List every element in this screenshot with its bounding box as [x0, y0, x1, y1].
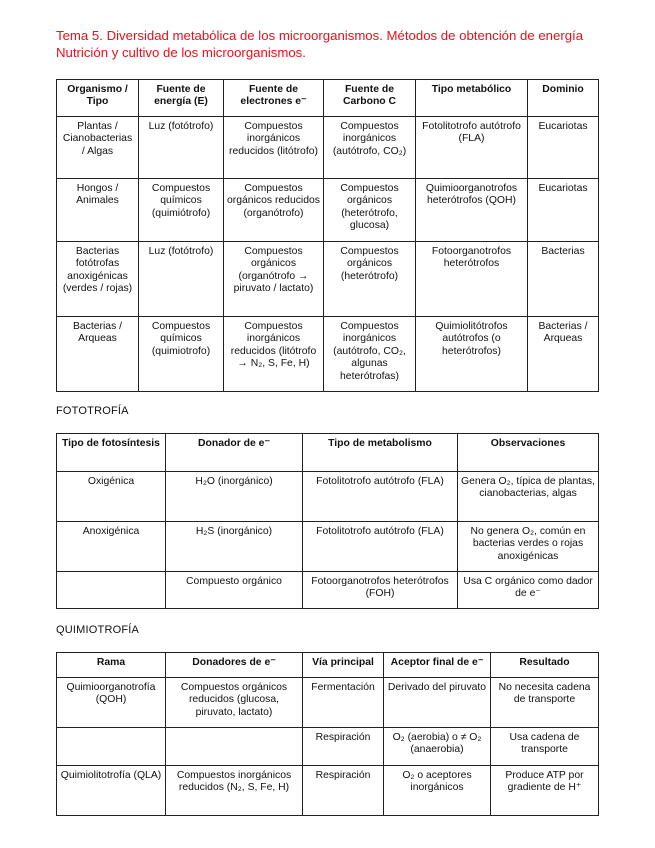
table-cell: Compuestos inorgánicos reducidos (N₂, S, Fe, H) — [166, 766, 303, 816]
table-row — [57, 678, 599, 728]
table-cell: Fotolitotrofo autótrofo (FLA) — [303, 472, 458, 522]
t2-header-observaciones: Observaciones — [458, 434, 599, 472]
table-row — [57, 728, 599, 766]
table-cell: Compuestos orgánicos (heterótrofo, glucosa) — [324, 179, 416, 242]
t1-header-carbono: Fuente de Carbono C — [324, 80, 416, 117]
table-cell: Compuestos inorgánicos (autótrofo, CO₂, algunas heterótrofas) — [324, 317, 416, 392]
table-cell: Respiración — [303, 766, 384, 816]
t1-header-organismo: Organismo / Tipo — [57, 80, 139, 117]
table-cell: Oxigénica — [57, 472, 166, 522]
table-cell: Hongos / Animales — [57, 179, 139, 242]
t3-header-via: Vía principal — [303, 653, 384, 678]
table-cell: Compuesto orgánico — [166, 572, 303, 609]
table-cell: Derivado del piruvato — [384, 678, 491, 728]
table-cell: Quimiolitotrofía (QLA) — [57, 766, 166, 816]
table-row — [57, 522, 599, 572]
chemotrophy-table — [56, 652, 599, 816]
table-cell: Fermentación — [303, 678, 384, 728]
table-cell: Compuestos inorgánicos (autótrofo, CO₂) — [324, 117, 416, 179]
phototrophy-table — [56, 433, 599, 609]
table-cell: No genera O₂, común en bacterias verdes o rojas anoxigénicas — [458, 522, 599, 572]
t3-header-aceptor: Aceptor final de e⁻ — [384, 653, 491, 678]
table-row — [57, 766, 599, 816]
table-cell — [57, 728, 166, 766]
table-row — [57, 317, 599, 392]
t2-header-fotosintesis: Tipo de fotosíntesis — [57, 434, 166, 472]
table-cell: H₂S (inorgánico) — [166, 522, 303, 572]
table-cell: Quimiolitótrofos autótrofos (o heterótrofos) — [416, 317, 528, 392]
table-cell: Compuestos químicos (quimiótrofo) — [139, 179, 224, 242]
table-cell: Bacterias / Arqueas — [57, 317, 139, 392]
table-cell: Compuestos inorgánicos reducidos (litótrofo → N₂, S, Fe, H) — [224, 317, 324, 392]
t1-header-tipo: Tipo metabólico — [416, 80, 528, 117]
table-cell: Compuestos orgánicos reducidos (organótrofo) — [224, 179, 324, 242]
table-cell: Eucariotas — [528, 179, 599, 242]
table-cell: Respiración — [303, 728, 384, 766]
table-cell: Compuestos orgánicos reducidos (glucosa, piruvato, lactato) — [166, 678, 303, 728]
table-cell: O₂ (aerobia) o ≠ O₂ (anaerobia) — [384, 728, 491, 766]
t3-header-resultado: Resultado — [491, 653, 599, 678]
table-cell: Genera O₂, típica de plantas, cianobacterias, algas — [458, 472, 599, 522]
table-cell: Plantas / Cianobacterias / Algas — [57, 117, 139, 179]
table-cell: O₂ o aceptores inorgánicos — [384, 766, 491, 816]
table-cell: Fotolitotrofo autótrofo (FLA) — [303, 522, 458, 572]
table-cell: No necesita cadena de transporte — [491, 678, 599, 728]
table-row — [57, 572, 599, 609]
table-cell: Eucariotas — [528, 117, 599, 179]
t2-header-metabolismo: Tipo de metabolismo — [303, 434, 458, 472]
table-cell: Anoxigénica — [57, 522, 166, 572]
table-cell: H₂O (inorgánico) — [166, 472, 303, 522]
table-cell: Fotoorganotrofos heterótrofos (FOH) — [303, 572, 458, 609]
table-cell: Fotolitotrofo autótrofo (FLA) — [416, 117, 528, 179]
table-cell: Quimioorganotrofía (QOH) — [57, 678, 166, 728]
table-row — [57, 179, 599, 242]
table-cell: Bacterias / Arqueas — [528, 317, 599, 392]
section-heading-fototrofia: FOTOTROFÍA — [56, 405, 129, 417]
table-cell: Bacterias fotótrofas anoxigénicas (verdes / rojas) — [57, 242, 139, 317]
table-cell: Luz (fotótrofo) — [139, 242, 224, 317]
table-row — [57, 242, 599, 317]
t3-header-donadores: Donadores de e⁻ — [166, 653, 303, 678]
t2-header-donador: Donador de e⁻ — [166, 434, 303, 472]
table-cell: Usa C orgánico como dador de e⁻ — [458, 572, 599, 609]
table-cell — [57, 572, 166, 609]
page-title — [56, 27, 616, 61]
section-heading-quimiotrofia: QUIMIOTROFÍA — [56, 624, 140, 636]
table-cell: Compuestos orgánicos (organótrofo → piruvato / lactato) — [224, 242, 324, 317]
table-cell: Compuestos orgánicos (heterótrofo) — [324, 242, 416, 317]
metabolic-types-table — [56, 79, 599, 392]
title-line-2: Nutrición y cultivo de los microorganismos. — [56, 45, 306, 60]
table-cell: Usa cadena de transporte — [491, 728, 599, 766]
table-cell: Fotoorganotrofos heterótrofos — [416, 242, 528, 317]
table-cell: Quimioorganotrofos heterótrofos (QOH) — [416, 179, 528, 242]
title-line-1: Tema 5. Diversidad metabólica de los microorganismos. Métodos de obtención de energía — [56, 28, 584, 43]
t3-header-rama: Rama — [57, 653, 166, 678]
t1-header-dominio: Dominio — [528, 80, 599, 117]
t1-header-electrones: Fuente de electrones e⁻ — [224, 80, 324, 117]
table-row — [57, 117, 599, 179]
table-cell: Produce ATP por gradiente de H⁺ — [491, 766, 599, 816]
table-cell: Compuestos inorgánicos reducidos (litótrofo) — [224, 117, 324, 179]
table-cell: Luz (fotótrofo) — [139, 117, 224, 179]
table-cell: Compuestos químicos (quimiotrofo) — [139, 317, 224, 392]
table-cell — [166, 728, 303, 766]
table-cell: Bacterias — [528, 242, 599, 317]
table-row — [57, 472, 599, 522]
t1-header-energia: Fuente de energía (E) — [139, 80, 224, 117]
